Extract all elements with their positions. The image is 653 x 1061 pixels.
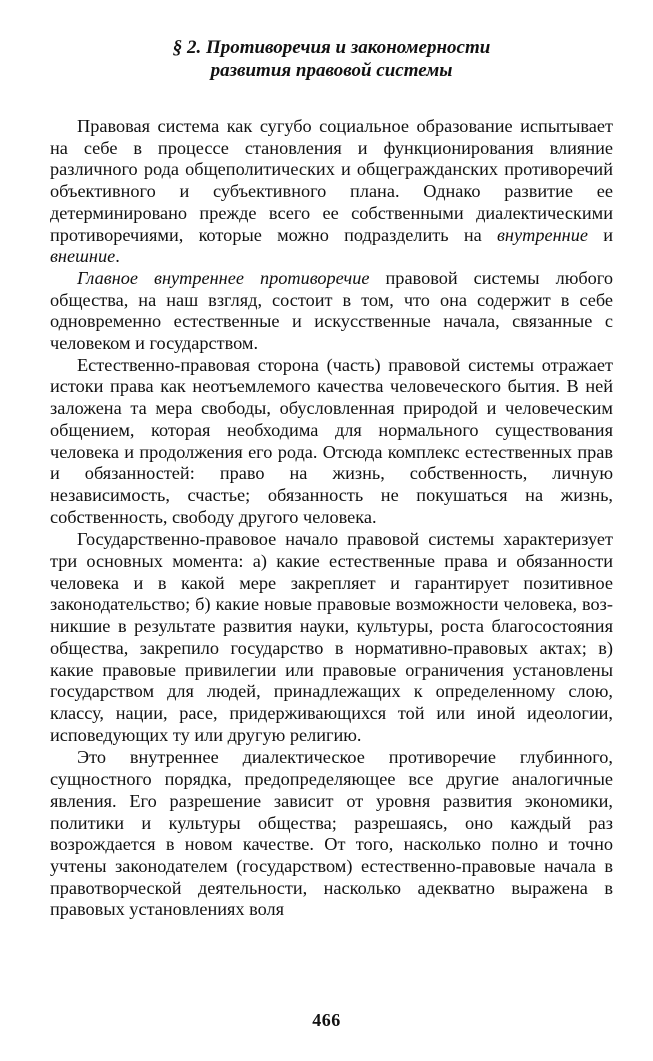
body-text — [50, 116, 613, 921]
term-main-internal-contradiction: Главное внутреннее противоречие — [77, 267, 370, 288]
page-number: 466 — [312, 1010, 341, 1030]
section-heading — [50, 36, 613, 82]
paragraph-1-conjunction: и — [587, 224, 613, 245]
paragraph-3-text: Естественно-правовая сторона (часть) правовой системы отражает истоки права как неотъемлемого качества человеческого бытия. В ней заложена та мера свободы, обусловленная природой и человеческим общением, которая необходима для нормального существования человека и продолжения его рода. Отсюда комплекс естественных прав и обязанностей: право на жизнь, собственность, личную независимость, счастье; обязанность не покушаться на жизнь, собственность, свободу другого человека. — [50, 354, 613, 527]
paragraph-2-text: правовой системы любого общества, на наш взгляд, состоит в том, что она содержит в себе одновременно естественные и искусственные начала, связанные с человеком и государством. — [50, 267, 613, 354]
paragraph-1-end: . — [115, 246, 120, 267]
paragraph-3 — [50, 355, 613, 529]
section-heading-line-2: развития правовой системы — [210, 60, 453, 81]
paragraph-5-text: Это внутреннее диалектическое противоречие глубинного, сущностного порядка, предопределяющее все другие аналогичные явления. Его разрешение зависит от уровня развития экономики, политики и культуры общества; разрешаясь, оно каждый раз возрождается в новом качестве. От того, насколько полно и точно учтены законодателем (государством) естественно-правовые начала в правотворческой деятельности, насколько адекватно выражена в правовых установлениях воля — [50, 747, 613, 920]
section-heading-line-1: § 2. Противоречия и закономерности — [172, 37, 491, 58]
term-external: внешние — [50, 246, 116, 267]
paragraph-4 — [50, 529, 613, 746]
paragraph-1-text: Правовая система как сугубо социальное образование испытывает на себе в процессе становления и функционирования влияние различного рода общеполитических и общегражданских противоречий объективного и субъективного плана. Однако развитие ее детерминировано прежде всего ее собственными диалектическими противоречиями, которые можно подразделить на — [50, 116, 613, 245]
paragraph-5 — [50, 747, 613, 921]
paragraph-4-text: Государственно-правовое начало правовой системы характеризует три основных момента: а) какие естественные права и обязанности человека и в какой мере закрепляет и гарантирует позитивное законодательство; б) какие новые правовые возможности человека, возникшие в результате развития науки, культуры, роста благосостояния общества, закрепило государство в нормативно-правовых актах; в) какие правовые привилегии или правовые ограничения установлены государством для людей, принадлежащих к определенному слою, классу, нации, расе, придерживающихся той или иной идеологии, исповедующих ту или другую религию. — [50, 529, 613, 745]
paragraph-1 — [50, 116, 613, 268]
term-internal: внутренние — [497, 224, 588, 245]
paragraph-2 — [50, 268, 613, 355]
